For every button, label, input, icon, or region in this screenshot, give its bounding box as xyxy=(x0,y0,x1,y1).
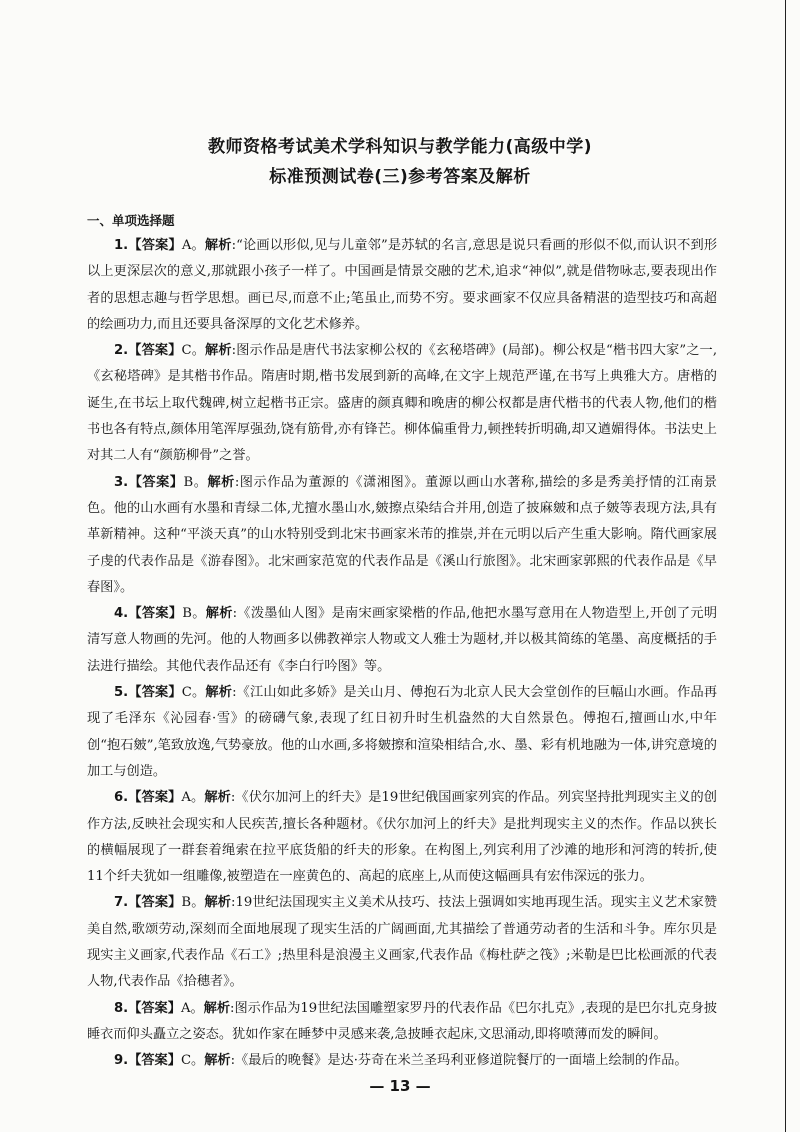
analysis-text: :19世纪法国现实主义美术从技巧、技法上强调如实地再现生活。现实主义艺术家赞美自然,歌颂劳动,深刻而全面地展现了现实生活的广阔画面,尤其描绘了普通劳动者的生活和斗争。库尔贝是现实主义画家,代表作品《石工》;热里科是浪漫主义画家,代表作品《梅杜萨之筏》;米勒是巴比松画派的代表人物,代表作品《拾穗者》。 xyxy=(87,895,718,990)
analysis-text: :图示作品为19世纪法国雕塑家罗丹的代表作品《巴尔扎克》,表现的是巴尔扎克身披睡衣而仰头矗立之姿态。犹如作家在睡梦中灵感来袭,急披睡衣起床,文思涌动,即将喷薄而发的瞬间。 xyxy=(87,1000,718,1042)
answer-option: C xyxy=(181,685,192,701)
answer-label: 【答案】 xyxy=(128,790,182,806)
answer-option: B xyxy=(182,606,192,622)
answer-item: 8.【答案】A。解析:图示作品为19世纪法国雕塑家罗丹的代表作品《巴尔扎克》,表现的是巴尔扎克身披睡衣而仰头矗立之姿态。犹如作家在睡梦中灵感来袭,急披睡衣起床,文思涌动,即将喷薄而发的瞬间。 xyxy=(87,1000,718,1042)
answer-label: 【答案】 xyxy=(128,343,182,359)
answer-list xyxy=(87,233,717,1075)
answer-label: 【答案】 xyxy=(128,895,182,911)
item-number: 8. xyxy=(114,1000,129,1016)
answer-item: 3.【答案】B。解析:图示作品为董源的《潇湘图》。董源以画山水著称,描绘的多是秀美抒情的江南景色。他的山水画有水墨和青绿二体,尤擅水墨山水,皴擦点染结合并用,创造了披麻皴和点子皴等表现方法,具有革新精神。这种“平淡天真”的山水特别受到北宋书画家米芾的推崇,并在元明以后产生重大影响。隋代画家展子虔的代表作品是《游春图》。北宋画家范宽的代表作品是《溪山行旅图》。北宋画家郭熙的代表作品是《早春图》。 xyxy=(87,474,717,595)
analysis-text: :《最后的晚餐》是达·芬奇在米兰圣玛利亚修道院餐厅的一面墙上绘制的作品。 xyxy=(230,1053,688,1069)
item-number: 3. xyxy=(114,474,129,490)
answer-label: 【答案】 xyxy=(128,606,183,622)
answer-item: 5.【答案】C。解析:《江山如此多娇》是关山月、傅抱石为北京人民大会堂创作的巨幅山水画。作品再现了毛泽东《沁园春·雪》的磅礴气象,表现了红日初升时生机盎然的大自然景色。傅抱石,擅画山水,中年创“抱石皴”,笔致放逸,气势豪放。他的山水画,多将皴擦和渲染相结合,水、墨、彩有机地融为一体,讲究意境的加工与创造。 xyxy=(87,685,718,779)
answer-option: A xyxy=(180,1000,191,1016)
answer-item: 7.【答案】B。解析:19世纪法国现实主义美术从技巧、技法上强调如实地再现生活。现实主义艺术家赞美自然,歌颂劳动,深刻而全面地展现了现实生活的广阔画面,尤其描绘了普通劳动者的生活和斗争。库尔贝是现实主义画家,代表作品《石工》;热里科是浪漫主义画家,代表作品《梅杜萨之筏》;米勒是巴比松画派的代表人物,代表作品《拾穗者》。 xyxy=(87,895,718,990)
analysis-label: 解析 xyxy=(205,606,233,622)
analysis-label: 解析 xyxy=(203,1000,231,1016)
item-number: 2. xyxy=(114,343,129,359)
answer-label: 【答案】 xyxy=(128,1053,181,1069)
item-number: 4. xyxy=(114,606,129,622)
document-title: 教师资格考试美术学科知识与教学能力(高级中学) xyxy=(207,137,593,157)
analysis-text: :图示作品为董源的《潇湘图》。董源以画山水著称,描绘的多是秀美抒情的江南景色。他的山水画有水墨和青绿二体,尤擅水墨山水,皴擦点染结合并用,创造了披麻皴和点子皴等表现方法,具有革新精神。这种“平淡天真”的山水特别受到北宋书画家米芾的推崇,并在元明以后产生重大影响。隋代画家展子虔的代表作品是《游春图》。北宋画家范宽的代表作品是《溪山行旅图》。北宋画家郭熙的代表作品是《早春图》。 xyxy=(87,474,717,595)
analysis-text: :《泼墨仙人图》是南宋画家梁楷的作品,他把水墨写意用在人物造型上,开创了元明清写意人物画的先河。他的人物画多以佛教禅宗人物或文人雅士为题材,并以极其简练的笔墨、高度概括的手法进行描绘。其他代表作品还有《李白行吟图》等。 xyxy=(87,606,718,674)
answer-label: 【答案】 xyxy=(128,685,182,701)
analysis-text: :《江山如此多娇》是关山月、傅抱石为北京人民大会堂创作的巨幅山水画。作品再现了毛泽东《沁园春·雪》的磅礴气象,表现了红日初升时生机盎然的大自然景色。傅抱石,擅画山水,中年创“抱石皴”,笔致放逸,气势豪放。他的山水画,多将皴擦和渲染相结合,水、墨、彩有机地融为一体,讲究意境的加工与创造。 xyxy=(87,685,718,779)
section-heading: 一、单项选择题 xyxy=(87,213,175,228)
analysis-label: 解析 xyxy=(204,790,231,806)
analysis-text: :图示作品是唐代书法家柳公权的《玄秘塔碑》(局部)。柳公权是“楷书四大家”之一,《玄秘塔碑》是其楷书作品。隋唐时期,楷书发展到新的高峰,在文字上规范严谨,在书写上典雅大方。唐楷的诞生,在书坛上取代魏碑,树立起楷书正宗。盛唐的颜真卿和晚唐的柳公权都是唐代楷书的代表人物,他们的楷书也各有特点,颜体用笔浑厚强劲,饶有筋骨,亦有锋芒。柳体偏重骨力,顿挫转折明确,却又遒媚得体。书法史上对其二人有“颜筋柳骨”之誉。 xyxy=(87,343,718,464)
answer-label: 【答案】 xyxy=(128,474,184,490)
analysis-label: 解析 xyxy=(204,895,232,911)
answer-label: 【答案】 xyxy=(128,238,182,253)
analysis-text: :“论画以形似,见与儿童邻”是苏轼的名言,意思是说只看画的形似不似,而认识不到形以上更深层次的意义,那就跟小孩子一样了。中国画是情景交融的艺术,追求“神似”,就是借物咏志,要表现出作者的思想志趣与哲学思想。画已尽,而意不止;笔虽止,而势不穷。要求画家不仅应具备精湛的造型技巧和高超的绘画功力,而且还要具备深厚的文化艺术修养。 xyxy=(87,238,718,332)
item-number: 5. xyxy=(114,685,129,701)
answer-option: B xyxy=(181,895,192,911)
answer-label: 【答案】 xyxy=(128,1000,181,1016)
answer-item: 6.【答案】A。解析:《伏尔加河上的纤夫》是19世纪俄国画家列宾的作品。列宾坚持批判现实主义的创作方法,反映社会现实和人民疾苦,擅长各种题材。《伏尔加河上的纤夫》是批判现实主义的杰作。作品以狭长的横幅展现了一群套着绳索在拉平底货船的纤夫的形象。在构图上,列宾利用了沙滩的地形和河湾的转折,使11个纤夫犹如一组雕像,被塑造在一座黄色的、高起的底座上,从而使这幅画具有宏伟深远的张力。 xyxy=(87,790,717,885)
answer-option: A xyxy=(181,238,192,253)
item-number: 7. xyxy=(114,895,129,911)
analysis-label: 解析 xyxy=(205,685,233,701)
item-number: 9. xyxy=(114,1053,129,1069)
analysis-label: 解析 xyxy=(204,238,232,253)
item-number: 6. xyxy=(114,790,129,806)
answer-item: 4.【答案】B。解析:《泼墨仙人图》是南宋画家梁楷的作品,他把水墨写意用在人物造型上,开创了元明清写意人物画的先河。他的人物画多以佛教禅宗人物或文人雅士为题材,并以极其简练的笔墨、高度概括的手法进行描绘。其他代表作品还有《李白行吟图》等。 xyxy=(87,606,718,674)
item-number: 1. xyxy=(114,238,129,253)
answer-option: C xyxy=(181,343,192,359)
document-subtitle: 标准预测试卷(三)参考答案及解析 xyxy=(269,167,531,187)
answer-item: 1.【答案】A。解析:“论画以形似,见与儿童邻”是苏轼的名言,意思是说只看画的形似不似,而认识不到形以上更深层次的意义,那就跟小孩子一样了。中国画是情景交融的艺术,追求“神似”,就是借物咏志,要表现出作者的思想志趣与哲学思想。画已尽,而意不止;笔虽止,而势不穷。要求画家不仅应具备精湛的造型技巧和高超的绘画功力,而且还要具备深厚的文化艺术修养。 xyxy=(87,238,718,332)
analysis-label: 解析 xyxy=(204,1053,231,1069)
answer-item: 2.【答案】C。解析:图示作品是唐代书法家柳公权的《玄秘塔碑》(局部)。柳公权是“楷书四大家”之一,《玄秘塔碑》是其楷书作品。隋唐时期,楷书发展到新的高峰,在文字上规范严谨,在书写上典雅大方。唐楷的诞生,在书坛上取代魏碑,树立起楷书正宗。盛唐的颜真卿和晚唐的柳公权都是唐代楷书的代表人物,他们的楷书也各有特点,颜体用笔浑厚强劲,饶有筋骨,亦有锋芒。柳体偏重骨力,顿挫转折明确,却又遒媚得体。书法史上对其二人有“颜筋柳骨”之誉。 xyxy=(87,343,718,464)
analysis-label: 解析 xyxy=(207,474,235,490)
answer-item: 9.【答案】C。解析:《最后的晚餐》是达·芬奇在米兰圣玛利亚修道院餐厅的一面墙上绘制的作品。 xyxy=(114,1053,688,1069)
analysis-label: 解析 xyxy=(205,343,232,359)
answer-option: A xyxy=(181,790,191,806)
analysis-text: :《伏尔加河上的纤夫》是19世纪俄国画家列宾的作品。列宾坚持批判现实主义的创作方法,反映社会现实和人民疾苦,擅长各种题材。《伏尔加河上的纤夫》是批判现实主义的杰作。作品以狭长的横幅展现了一群套着绳索在拉平底货船的纤夫的形象。在构图上,列宾利用了沙滩的地形和河湾的转折,使11个纤夫犹如一组雕像,被塑造在一座黄色的、高起的底座上,从而使这幅画具有宏伟深远的张力。 xyxy=(87,790,717,885)
answer-option: B xyxy=(183,474,194,490)
answer-option: C xyxy=(180,1053,192,1069)
page-number: — 13 — xyxy=(369,1077,431,1095)
